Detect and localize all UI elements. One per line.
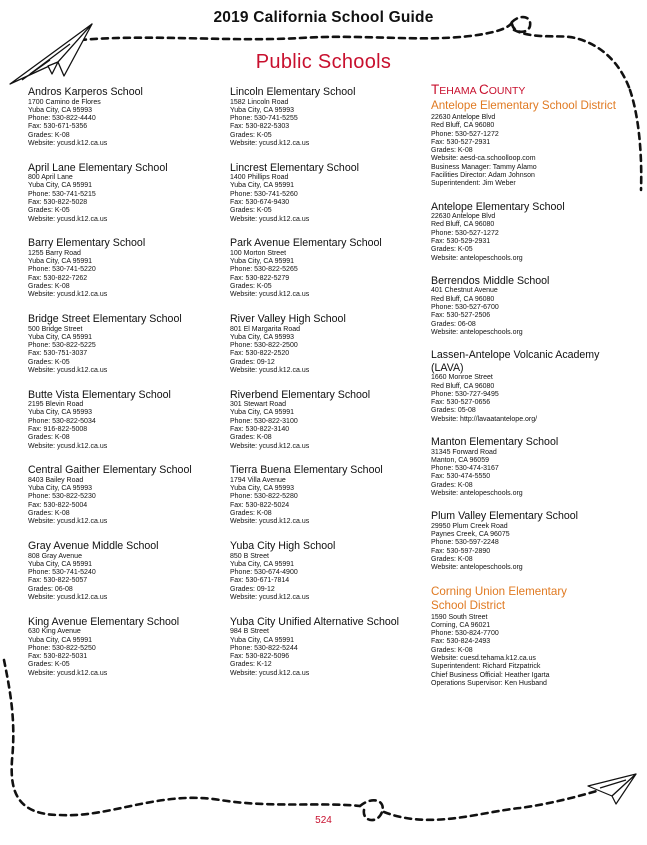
detail-line: Operations Supervisor: Ken Husband	[431, 679, 547, 687]
school-name: King Avenue Elementary School	[28, 615, 180, 628]
detail-line: Phone: 530-527-6700	[431, 304, 499, 312]
detail-line: Red Bluff, CA 96080	[431, 221, 495, 229]
district-name-line: Corning Union Elementary	[431, 584, 567, 598]
detail-line: Paynes Creek, CA 96075	[431, 531, 510, 539]
detail-line: 8403 Bailey Road	[28, 476, 84, 484]
detail-line: Fax: 530-674-9430	[230, 199, 290, 207]
school-entry	[230, 389, 420, 451]
detail-line: Red Bluff, CA 96080	[431, 295, 495, 303]
detail-line: Phone: 530-674-4900	[230, 569, 298, 577]
detail-line: Website: ycusd.k12.ca.us	[230, 367, 310, 374]
detail-line: Phone: 530-822-3100	[230, 417, 298, 425]
detail-line: Grades: K-12	[230, 661, 272, 669]
detail-line: Fax: 916-822-5008	[28, 426, 88, 434]
detail-line: Website: ycusd.k12.ca.us	[230, 139, 310, 147]
detail-line: Yuba City, CA 95991	[28, 258, 93, 266]
detail-line: Phone: 530-527-1272	[431, 130, 499, 138]
detail-line: Grades: 09-12	[230, 358, 275, 366]
detail-line: Phone: 530-822-2500	[230, 342, 298, 350]
detail-line: Fax: 530-671-5356	[28, 123, 88, 131]
detail-line: Yuba City, CA 95991	[230, 636, 295, 644]
detail-line: Phone: 530-822-5265	[230, 266, 298, 274]
tehama-county-column	[431, 82, 631, 700]
detail-line: Grades: K-08	[431, 147, 473, 155]
school-entry	[230, 162, 420, 224]
detail-line: Fax: 530-822-5303	[230, 123, 290, 131]
detail-line: Phone: 530-741-5220	[28, 266, 96, 274]
section-title: Public Schools	[255, 51, 392, 73]
school-entry	[28, 313, 218, 375]
detail-line: 630 King Avenue	[28, 628, 81, 636]
district-name: Antelope Elementary School District	[431, 99, 616, 112]
detail-line: Corning, CA 96021	[431, 621, 491, 629]
detail-line: Website: ycusd.k12.ca.us	[28, 442, 108, 450]
detail-line: Website: ycusd.k12.ca.us	[28, 518, 108, 526]
school-entry	[28, 464, 218, 526]
district-details	[431, 114, 631, 189]
county-heading-initial: T	[431, 82, 440, 97]
paper-plane-icon-bottom-right	[588, 774, 636, 804]
schools-column-1	[28, 86, 218, 691]
county-heading	[431, 82, 631, 99]
antelope-schools-list	[431, 201, 631, 573]
detail-line: Yuba City, CA 95993	[28, 485, 93, 493]
school-name: Bridge Street Elementary School	[28, 313, 182, 326]
school-entry	[230, 237, 420, 299]
school-name: Central Gaither Elementary School	[28, 464, 192, 477]
detail-line: Website: antelopeschools.org	[431, 564, 523, 572]
detail-line: 401 Chestnut Avenue	[431, 287, 498, 295]
detail-line: Grades: K-05	[28, 358, 70, 366]
school-entry	[230, 86, 420, 148]
detail-line: Yuba City, CA 95993	[230, 106, 295, 114]
detail-line: 301 Stewart Road	[230, 401, 287, 409]
school-name: Tierra Buena Elementary School	[230, 464, 383, 477]
detail-line: 808 Gray Avenue	[28, 552, 82, 560]
detail-line: Fax: 530-822-5096	[230, 653, 290, 661]
detail-line: Website: aesd-ca.schoolloop.com	[431, 155, 536, 163]
school-entry	[230, 540, 420, 602]
detail-line: 1794 Villa Avenue	[230, 476, 286, 484]
school-name: Berrendos Middle School	[431, 274, 550, 287]
detail-line: Phone: 530-741-5260	[230, 190, 298, 198]
school-name: Manton Elementary School	[431, 436, 559, 449]
school-entry	[28, 162, 218, 224]
detail-line: Website: http://lavaatantelope.org/	[431, 415, 538, 423]
detail-line: Fax: 530-529-2931	[431, 238, 491, 246]
detail-line: Phone: 530-527-1272	[431, 229, 499, 237]
detail-line: 31345 Forward Road	[431, 448, 497, 456]
detail-line: Website: ycusd.k12.ca.us	[230, 669, 310, 677]
detail-line: Phone: 530-474-3167	[431, 465, 499, 473]
detail-line: Phone: 530-741-5255	[230, 115, 298, 123]
school-name: Lassen-Antelope Volcanic Academy	[431, 349, 600, 362]
detail-line: Red Bluff, CA 96080	[431, 382, 495, 390]
detail-line: Fax: 530-527-2931	[431, 138, 491, 146]
detail-line: Facilities Director: Adam Johnson	[431, 172, 535, 180]
detail-line: Grades: K-08	[431, 481, 473, 489]
school-name: Yuba City Unified Alternative School	[230, 615, 400, 628]
detail-line: Grades: K-08	[230, 510, 272, 518]
detail-line: Yuba City, CA 95991	[230, 560, 295, 568]
school-name: April Lane Elementary School	[28, 161, 168, 174]
detail-line: Fax: 530-527-2506	[431, 312, 491, 320]
detail-line: Red Bluff, CA 96080	[431, 122, 495, 130]
detail-line: 1582 Lincoln Road	[230, 98, 289, 106]
detail-line: Yuba City, CA 95993	[230, 333, 295, 341]
detail-line: Website: ycusd.k12.ca.us	[28, 594, 108, 602]
district-entry-antelope	[431, 99, 631, 189]
detail-line: Fax: 530-474-5550	[431, 473, 491, 481]
school-name: Yuba City High School	[230, 540, 336, 553]
school-name: Lincrest Elementary School	[230, 161, 359, 174]
detail-line: Fax: 530-822-5024	[230, 501, 290, 509]
detail-line: Website: ycusd.k12.ca.us	[230, 594, 310, 602]
school-entry	[230, 616, 420, 678]
detail-line: Yuba City, CA 95991	[230, 258, 295, 266]
school-entry	[431, 436, 631, 498]
detail-line: Website: antelopeschools.org	[431, 254, 523, 262]
school-entry	[431, 275, 631, 337]
detail-line: Fax: 530-671-7814	[230, 577, 290, 585]
school-entry	[28, 389, 218, 451]
detail-line: Grades: K-08	[28, 283, 70, 291]
detail-line: Grades: K-05	[230, 131, 272, 139]
detail-line: Yuba City, CA 95991	[28, 333, 93, 341]
detail-line: Grades: 05-08	[431, 407, 476, 415]
school-name: Andros Karperos School	[28, 86, 143, 98]
school-entry	[431, 510, 631, 572]
district-entry-corning	[431, 585, 631, 689]
detail-line: Phone: 530-822-5230	[28, 493, 96, 501]
school-name: Gray Avenue Middle School	[28, 540, 159, 553]
detail-line: 984 B Street	[230, 628, 269, 636]
detail-line: 100 Morton Street	[230, 249, 287, 257]
detail-line: Website: ycusd.k12.ca.us	[28, 291, 108, 299]
detail-line: Grades: K-08	[431, 555, 473, 563]
detail-line: Phone: 530-822-4440	[28, 115, 96, 123]
county-heading-initial-2: C	[478, 82, 489, 97]
detail-line: 500 Bridge Street	[28, 325, 83, 333]
detail-line: Phone: 530-822-5034	[28, 417, 96, 425]
detail-line: Fax: 530-527-0656	[431, 399, 491, 407]
detail-line: Fax: 530-751-3037	[28, 350, 88, 358]
detail-line: Grades: K-08	[28, 131, 70, 139]
detail-line: Website: antelopeschools.org	[431, 328, 523, 336]
detail-line: 1590 South Street	[431, 613, 488, 621]
detail-line: Grades: K-08	[230, 434, 272, 442]
schools-column-2	[230, 86, 420, 691]
detail-line: Chief Business Official: Heather Igarta	[431, 671, 550, 679]
detail-line: Yuba City, CA 95991	[28, 560, 93, 568]
detail-line: Phone: 530-741-5215	[28, 190, 96, 198]
detail-line: Grades: K-05	[28, 661, 70, 669]
detail-line: Website: ycusd.k12.ca.us	[230, 518, 310, 526]
school-entry	[431, 201, 631, 263]
detail-line: Yuba City, CA 95991	[28, 636, 93, 644]
school-entry	[28, 540, 218, 602]
detail-line: Fax: 530-824-2493	[431, 638, 491, 646]
detail-line: 800 April Lane	[28, 174, 73, 182]
detail-line: Fax: 530-822-3140	[230, 426, 290, 434]
school-name: Barry Elementary School	[28, 237, 146, 250]
detail-line: Phone: 530-824-7700	[431, 630, 499, 638]
detail-line: 1660 Monroe Street	[431, 374, 493, 382]
detail-line: Phone: 530-822-5244	[230, 644, 298, 652]
detail-line: Phone: 530-741-5240	[28, 569, 96, 577]
detail-line: Grades: 06-08	[431, 320, 476, 328]
detail-line: Yuba City, CA 95991	[28, 182, 93, 190]
district-name	[431, 585, 631, 613]
detail-line: 1700 Camino de Flores	[28, 98, 101, 106]
detail-line: Superintendent: Richard Fitzpatrick	[431, 663, 541, 671]
detail-line: Phone: 530-597-2248	[431, 539, 499, 547]
detail-line: 1400 Phillips Road	[230, 174, 289, 182]
detail-line: Grades: K-08	[28, 510, 70, 518]
county-heading-rest-2: OUNTY	[488, 85, 526, 97]
school-entry	[230, 464, 420, 526]
detail-line: Manton, CA 96059	[431, 456, 489, 464]
detail-line: Website: ycusd.k12.ca.us	[28, 367, 108, 374]
detail-line: Yuba City, CA 95993	[28, 409, 93, 417]
detail-line: Fax: 530-822-5028	[28, 199, 88, 207]
detail-line: Business Manager: Tammy Alamo	[431, 163, 537, 171]
school-name: Antelope Elementary School	[431, 200, 565, 213]
detail-line: Yuba City, CA 95993	[28, 106, 93, 114]
school-name: Plum Valley Elementary School	[431, 510, 579, 523]
detail-line: Fax: 530-822-5031	[28, 653, 88, 661]
detail-line: Website: ycusd.k12.ca.us	[230, 291, 310, 299]
school-entry	[28, 237, 218, 299]
detail-line: Website: cuesd.tehama.k12.ca.us	[431, 655, 536, 663]
detail-line: 22630 Antelope Blvd	[431, 213, 496, 221]
school-entry	[230, 313, 420, 375]
detail-line: Fax: 530-822-7262	[28, 274, 88, 282]
detail-line: Fax: 530-822-5004	[28, 501, 88, 509]
detail-line: Grades: K-05	[431, 246, 473, 254]
detail-line: 29950 Plum Creek Road	[431, 522, 508, 530]
detail-line: Phone: 530-727-9495	[431, 390, 499, 398]
detail-line: Website: ycusd.k12.ca.us	[28, 215, 108, 223]
page-number: 524	[315, 815, 332, 826]
detail-line: 850 B Street	[230, 552, 269, 560]
detail-line: Phone: 530-822-5250	[28, 644, 96, 652]
school-name: Park Avenue Elementary School	[230, 237, 382, 250]
detail-line: Website: ycusd.k12.ca.us	[28, 139, 108, 147]
detail-line: Grades: K-05	[230, 207, 272, 215]
detail-line: Phone: 530-822-5280	[230, 493, 298, 501]
detail-line: Website: ycusd.k12.ca.us	[28, 669, 108, 677]
detail-line: Yuba City, CA 95991	[230, 182, 295, 190]
detail-line: 2195 Blevin Road	[28, 401, 84, 409]
school-name: Butte Vista Elementary School	[28, 388, 171, 401]
detail-line: Fax: 530-597-2890	[431, 547, 491, 555]
detail-line: Yuba City, CA 95993	[230, 485, 295, 493]
school-entry	[28, 86, 218, 148]
district-name-line: School District	[431, 598, 506, 612]
detail-line: Website: ycusd.k12.ca.us	[230, 215, 310, 223]
detail-line: Phone: 530-822-5225	[28, 342, 96, 350]
school-entry	[28, 616, 218, 678]
detail-line: Grades: K-05	[230, 283, 272, 291]
school-name: Lincoln Elementary School	[230, 86, 356, 98]
school-entry	[431, 349, 631, 424]
district-details	[431, 614, 631, 689]
detail-line: Fax: 530-822-2520	[230, 350, 290, 358]
detail-line: Grades: 09-12	[230, 585, 275, 593]
school-name: Riverbend Elementary School	[230, 388, 371, 401]
detail-line: Website: ycusd.k12.ca.us	[230, 442, 310, 450]
detail-line: Superintendent: Jim Weber	[431, 180, 516, 188]
detail-line: 22630 Antelope Blvd	[431, 114, 496, 121]
detail-line: Fax: 530-822-5279	[230, 274, 290, 282]
detail-line: Grades: K-05	[28, 207, 70, 215]
guide-title: 2019 California School Guide	[213, 9, 434, 26]
detail-line: Yuba City, CA 95991	[230, 409, 295, 417]
county-heading-rest: EHAMA	[439, 85, 479, 97]
detail-line: 1255 Barry Road	[28, 249, 81, 257]
detail-line: Grades: K-08	[431, 646, 473, 654]
detail-line: Grades: K-08	[28, 434, 70, 442]
detail-line: Grades: 06-08	[28, 585, 73, 593]
school-name: River Valley High School	[230, 313, 346, 326]
detail-line: 801 El Margarita Road	[230, 325, 301, 333]
school-name: (LAVA)	[431, 361, 464, 374]
detail-line: Website: antelopeschools.org	[431, 490, 523, 497]
detail-line: Fax: 530-822-5057	[28, 577, 88, 585]
